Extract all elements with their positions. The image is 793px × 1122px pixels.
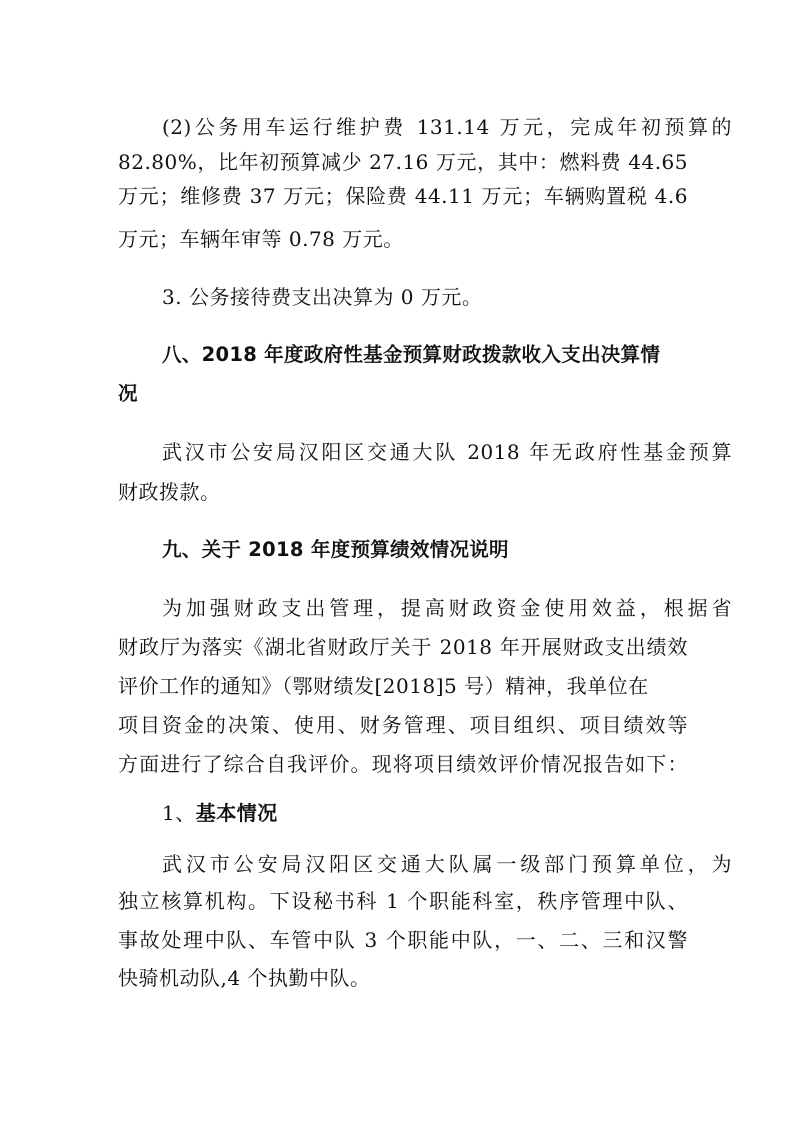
section9-intro-line-2: 财政厅为落实《湖北省财政厅关于 2018 年开展财政支出绩效 (118, 635, 688, 659)
vehicle-cost-line-1: (2)公务用车运行维护费 131.14 万元，完成年初预算的 (162, 115, 732, 139)
section9-intro-line-5: 方面进行了综合自我评价。现将项目绩效评价情况报告如下： (118, 752, 688, 776)
reception-cost-line: 3. 公务接待费支出决算为 0 万元。 (162, 285, 483, 309)
section8-heading-line-2: 况 (118, 382, 138, 405)
subsection-title: 基本情况 (195, 801, 278, 825)
basic-info-line-3: 事故处理中队、车管中队 3 个职能中队，一、二、三和汉警 (118, 928, 688, 952)
section9-intro-line-4: 项目资金的决策、使用、财务管理、项目组织、项目绩效等 (118, 713, 688, 737)
section9-intro-line-3: 评价工作的通知》（鄂财绩发[2018]5 号）精神，我单位在 (118, 674, 649, 698)
section8-body-line-2: 财政拨款。 (118, 480, 221, 504)
section8-body-line-1: 武汉市公安局汉阳区交通大队 2018 年无政府性基金预算 (162, 440, 732, 464)
section8-heading-line-1: 八、2018 年度政府性基金预算财政拨款收入支出决算情 (162, 343, 661, 366)
vehicle-cost-line-2: 82.80%，比年初预算减少 27.16 万元，其中：燃料费 44.65 (118, 150, 688, 174)
subsection-number: 1、 (162, 801, 196, 825)
section9-intro-line-1: 为加强财政支出管理，提高财政资金使用效益，根据省 (162, 596, 732, 620)
basic-info-line-2: 独立核算机构。下设秘书科 1 个职能科室，秩序管理中队、 (118, 889, 688, 913)
basic-info-line-1: 武汉市公安局汉阳区交通大队属一级部门预算单位，为 (162, 852, 732, 876)
basic-info-line-4: 快骑机动队,4 个执勤中队。 (118, 966, 371, 990)
subsection-basic-heading (162, 798, 732, 828)
vehicle-cost-line-4: 万元；车辆年审等 0.78 万元。 (118, 227, 404, 251)
vehicle-cost-line-3: 万元；维修费 37 万元；保险费 44.11 万元；车辆购置税 4.6 (118, 184, 688, 208)
section9-heading: 九、关于 2018 年度预算绩效情况说明 (162, 538, 509, 561)
